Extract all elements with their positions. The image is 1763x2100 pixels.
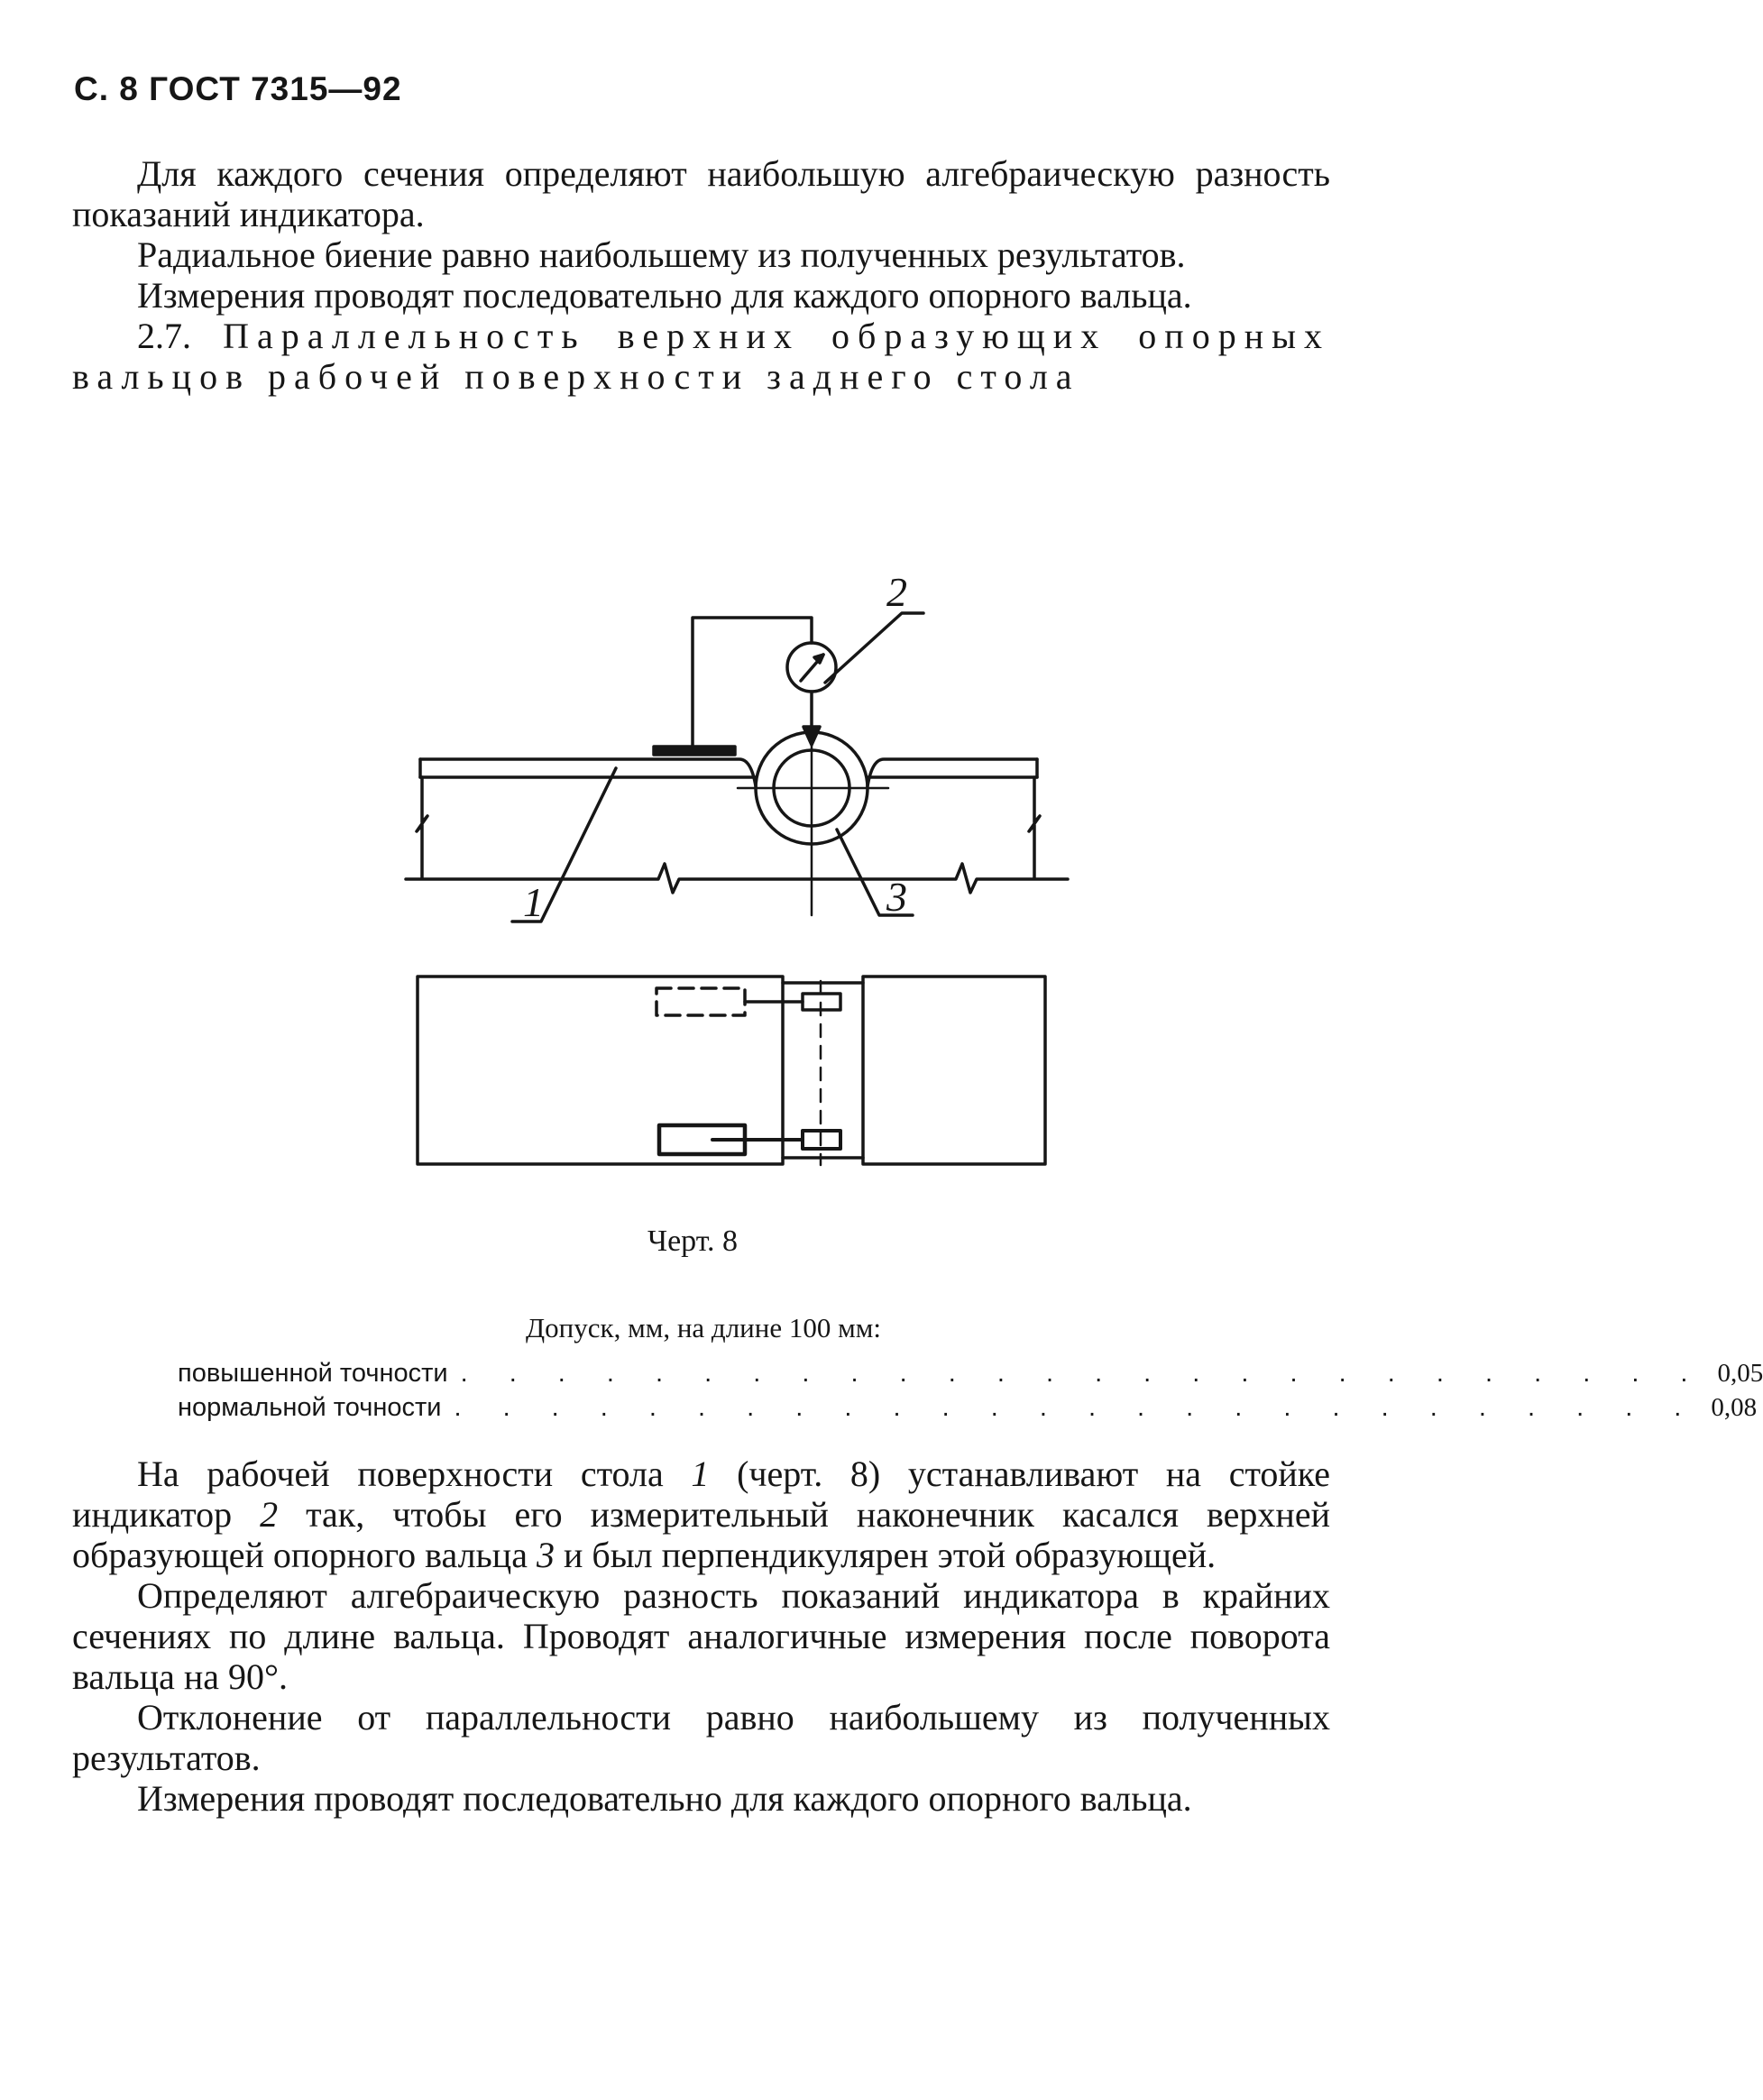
paragraph-max-difference: Для каждого сечения определяют наибольшую алгебраическую разность показаний индикатора.	[72, 153, 1330, 234]
tolerance-value: 0,08	[1711, 1393, 1758, 1422]
dot-leader: . . . . . . . . . . . . . . . . . . . . . . . . . .	[460, 1359, 1705, 1388]
section-title: Параллельность верхних образующих опорных вальцов рабочей поверхности заднего стола	[72, 316, 1330, 397]
label-2: 2	[886, 569, 907, 615]
figure-caption: Черт. 8	[647, 1224, 739, 1258]
break-line-right	[1029, 777, 1040, 878]
dot-leader: . . . . . . . . . . . . . . . . . . . . . . . . . .	[454, 1393, 1699, 1422]
tolerance-value: 0,05	[1717, 1359, 1763, 1388]
bottom-text-block	[72, 1453, 1330, 1819]
plan-table-left	[418, 977, 783, 1164]
tolerance-label: повышенной точности	[178, 1359, 448, 1388]
leader-2	[825, 613, 923, 683]
break-line-left	[417, 777, 427, 878]
table-top-right	[868, 759, 1037, 786]
paragraph-setup: На рабочей поверхности стола 1 (черт. 8) устанавливают на стойке индикатор 2 так, чтобы его измерительный наконечник касался верхней образующей опорного вальца 3 и был перпендикулярен этой образующей.	[72, 1453, 1330, 1575]
paragraph-difference-readings: Определяют алгебраическую разность показаний индикатора в крайних сечениях по длине вальца. Проводят аналогичные измерения после поворота вальца на 90°.	[72, 1575, 1330, 1697]
page-header: С. 8 ГОСТ 7315—92	[74, 70, 402, 107]
tolerance-label: нормальной точности	[178, 1393, 442, 1422]
tolerance-title: Допуск, мм, на длине 100 мм:	[526, 1312, 881, 1343]
section-number: 2.7.	[137, 316, 191, 356]
tolerance-row	[178, 1359, 1763, 1393]
paragraph-parallelism-deviation: Отклонение от параллельности равно наибольшему из полученных результатов.	[72, 1697, 1330, 1778]
table-top-left	[420, 759, 756, 786]
figure-8-drawing	[0, 0, 1385, 1208]
label-1: 1	[523, 879, 544, 925]
plunger-tip-arrow-icon	[803, 727, 820, 745]
paragraph-radial-runout: Радиальное биение равно наибольшему из полученных результатов.	[137, 234, 1186, 275]
ref-table-1: 1	[691, 1453, 710, 1494]
paragraph-measurement-order: Измерения проводят последовательно для каждого опорного вальца.	[137, 275, 1192, 316]
stand-position-dashed	[657, 988, 745, 1015]
label-3: 3	[886, 874, 907, 920]
tolerance-row	[178, 1393, 1758, 1427]
plan-table-right	[863, 977, 1045, 1164]
ref-roller-3: 3	[536, 1535, 555, 1575]
paragraph-measurement-order-2: Измерения проводят последовательно для каждого опорного вальца.	[137, 1778, 1192, 1819]
ref-indicator-2: 2	[260, 1494, 279, 1535]
stand-base	[654, 747, 735, 755]
base-break-line	[406, 864, 1068, 893]
